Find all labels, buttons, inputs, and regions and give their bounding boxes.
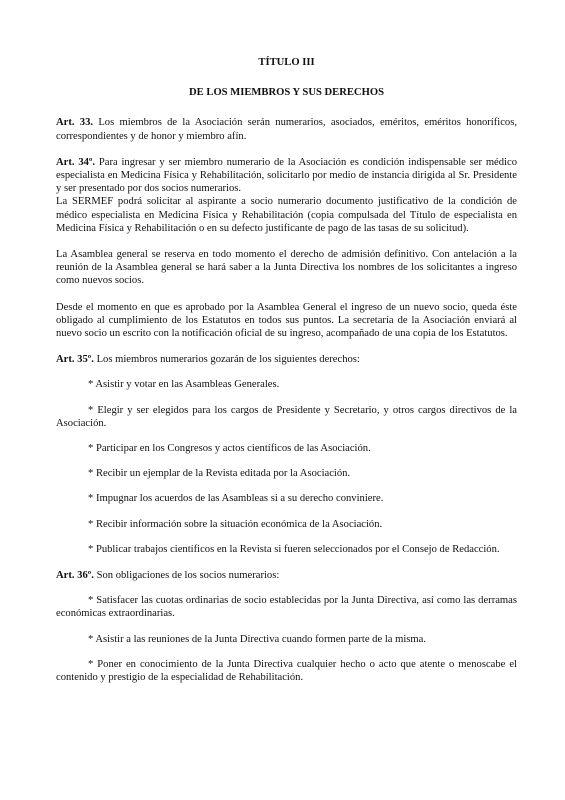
article-35-intro: Los miembros numerarios gozarán de los siguientes derechos: (93, 354, 360, 366)
section-title: TÍTULO III (258, 57, 315, 68)
article-33 (56, 116, 517, 142)
article-34-paragraph-2: La SERMEF podrá solicitar al aspirante a socio numerario documento justificativo de la condición de médico especialista en Medicina Física y Rehabilitación (copia compulsada del Título de especialista en Medicina Física y Rehabilitación o en su defecto justificante de pago de las tasas de su solicitud). (56, 196, 517, 234)
article-36-item: * Satisfacer las cuotas ordinarias de socio establecidas por la Junta Directiva, así como las derramas económicas extraordinarias. (56, 595, 517, 620)
article-36 (56, 569, 517, 582)
article-34-paragraph-4: Desde el momento en que es aprobado por la Asamblea General el ingreso de un nuevo socio, queda éste obligado al cumplimiento de los Estatutos en todos sus puntos. La secretaría de la Asociación enviará al nuevo socio un escrito con la notificación oficial de su ingreso, acompañado de una copia de los Estatutos. (56, 301, 517, 340)
article-35-item: * Asistir y votar en las Asambleas Generales. (88, 379, 280, 391)
article-34-paragraph-1: Para ingresar y ser miembro numerario de la Asociación es condición indispensable ser médico especialista en Medicina Física y Rehabilitación, solicitarlo por medio de instancia dirigida al Sr. Presidente y ser presentado por dos socios numerarios. (56, 156, 517, 195)
article-35-item: * Recibir un ejemplar de la Revista editada por la Asociación. (88, 468, 351, 480)
article-34 (56, 156, 517, 196)
article-35-item: * Elegir y ser elegidos para los cargos de Presidente y Secretario, y otros cargos directivos de la Asociación. (56, 404, 517, 429)
article-34-paragraph-3: La Asamblea general se reserva en todo momento el derecho de admisión definitivo. Con antelación a la reunión de la Asamblea general se hará saber a la Junta Directiva los nombres de los solicitantes a ingreso como nuevos socios. (56, 249, 517, 287)
article-35-item: * Impugnar los acuerdos de las Asambleas si a su derecho conviniere. (88, 493, 384, 505)
article-34-number: Art. 34º. (56, 156, 96, 168)
article-33-text: Los miembros de la Asociación serán numerarios, asociados, eméritos, eméritos honoríficos, correspondientes y de honor y miembro afín. (56, 117, 517, 142)
article-33-number: Art. 33. (56, 117, 94, 129)
article-35-number: Art. 35º. (56, 354, 94, 366)
article-36-item: * Poner en conocimiento de la Junta Directiva cualquier hecho o acto que atente o menoscabe el contenido y prestigio de la especialidad de Rehabilitación. (56, 658, 517, 684)
article-35 (56, 353, 517, 366)
article-36-number: Art. 36º. (56, 570, 94, 582)
section-subtitle: DE LOS MIEMBROS Y SUS DERECHOS (189, 87, 384, 99)
article-35-item: * Publicar trabajos científicos en la Revista si fueren seleccionados por el Consejo de Redacción. (88, 543, 500, 555)
article-36-item: * Asistir a las reuniones de la Junta Directiva cuando formen parte de la misma. (88, 633, 427, 645)
article-36-intro: Son obligaciones de los socios numerarios: (93, 570, 280, 582)
article-35-item: * Recibir información sobre la situación económica de la Asociación. (88, 518, 383, 530)
article-35-item: * Participar en los Congresos y actos científicos de las Asociación. (88, 443, 371, 455)
